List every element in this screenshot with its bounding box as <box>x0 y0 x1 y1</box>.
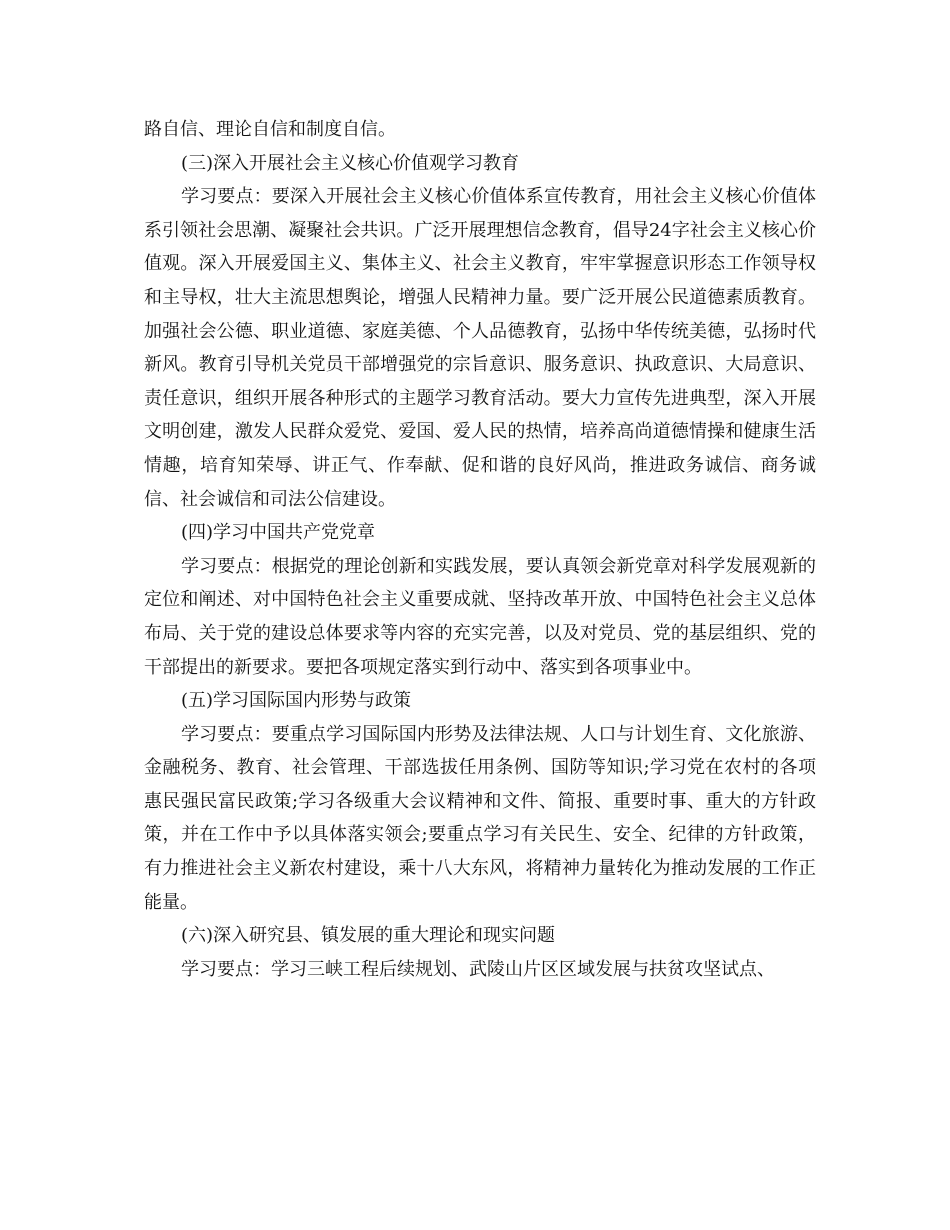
paragraph-continuation: 路自信、理论自信和制度自信。 <box>144 119 396 140</box>
section-heading-6: (六)深入研究县、镇发展的重大理论和现实问题 <box>181 925 556 947</box>
section-heading-5: (五)学习国际国内形势与政策 <box>181 690 412 712</box>
section-heading-3: (三)深入开展社会主义核心价值观学习教育 <box>181 152 520 174</box>
section-body-6: 学习要点：学习三峡工程后续规划、武陵山片区区域发展与扶贫攻坚试点、 <box>181 958 775 980</box>
section-body-3: 学习要点：要深入开展社会主义核心价值体系宣传教育，用社会主义核心价值体系引领社会思潮、凝聚社会共识。广泛开展理想信念教育，倡导24字社会主义核心价值观。深入开展爱国主义、集体主义、社会主义教育，牢牢掌握意识形态工作领导权和主导权，壮大主流思想舆论，增强人民精神力量。要广泛开展公民道德素质教育。加强社会公德、职业道德、家庭美德、个人品德教育，弘扬中华传统美德，弘扬时代新风。教育引导机关党员干部增强党的宗旨意识、服务意识、执政意识、大局意识、责任意识，组织开展各种形式的主题学习教育活动。要大力宣传先进典型，深入开展文明创建，激发人民群众爱党、爱国、爱人民的热情，培养高尚道德情操和健康生活情趣，培育知荣辱、讲正气、作奉献、促和谐的良好风尚，推进政务诚信、商务诚信、社会诚信和司法公信建设。 <box>144 186 816 510</box>
section-body-4: 学习要点：根据党的理论创新和实践发展，要认真领会新党章对科学发展观新的定位和阐述、对中国特色社会主义重要成就、坚持改革开放、中国特色社会主义总体布局、关于党的建设总体要求等内容的充实完善，以及对党员、党的基层组织、党的干部提出的新要求。要把各项规定落实到行动中、落实到各项事业中。 <box>144 555 816 678</box>
section-heading-4: (四)学习中国共产党党章 <box>181 522 376 544</box>
document-body <box>144 113 816 986</box>
section-body-5: 学习要点：要重点学习国际国内形势及法律法规、人口与计划生育、文化旅游、金融税务、教育、社会管理、干部选拔任用条例、国防等知识;学习党在农村的各项惠民强民富民政策;学习各级重大会议精神和文件、简报、重要时事、重大的方针政策，并在工作中予以具体落实领会;要重点学习有关民生、安全、纪律的方针政策，有力推进社会主义新农村建设，乘十八大东风，将精神力量转化为推动发展的工作正能量。 <box>144 723 816 913</box>
